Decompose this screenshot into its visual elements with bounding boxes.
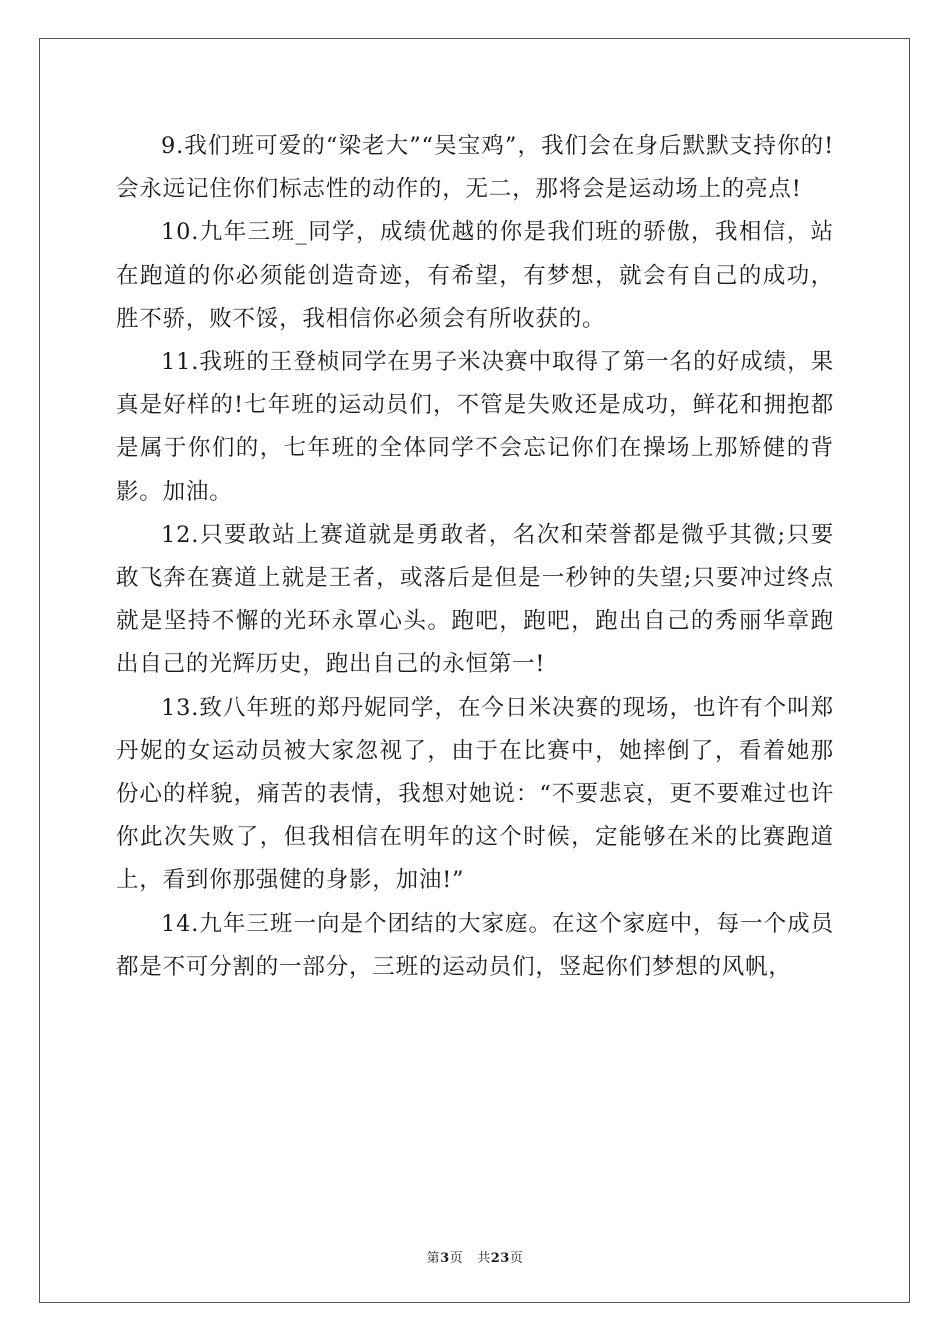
footer-total-suffix: 页 (509, 1251, 524, 1266)
footer-page-suffix: 页 (449, 1251, 464, 1266)
paragraph-9: 9.我们班可爱的“梁老大”“吴宝鸡”，我们会在身后默默支持你的!会永远记住你们标志性的动作的，无二，那将会是运动场上的亮点! (116, 133, 834, 203)
footer-total-prefix: 共 (477, 1251, 491, 1266)
paragraph-10: 10.九年三班_同学，成绩优越的你是我们班的骄傲，我相信，站在跑道的你必须能创造奇迹，有希望，有梦想，就会有自己的成功，胜不骄，败不馁，我相信你必须会有所收获的。 (116, 219, 834, 332)
paragraph-12: 12.只要敢站上赛道就是勇敢者，名次和荣誉都是微乎其微;只要敢飞奔在赛道上就是王者，或落后是但是一秒钟的失望;只要冲过终点就是坚持不懈的光环永罩心头。跑吧，跑吧，跑出自己的秀丽华章跑出自己的光辉历史，跑出自己的永恒第一! (116, 521, 834, 678)
footer-page-prefix: 第 (426, 1251, 441, 1266)
footer-page-number: 3 (440, 1251, 450, 1266)
footer-total-number: 23 (490, 1251, 510, 1266)
page-footer (0, 1247, 950, 1266)
paragraph-11: 11.我班的王登桢同学在男子米决赛中取得了第一名的好成绩，果真是好样的!七年班的运动员们，不管是失败还是成功，鲜花和拥抱都是属于你们的，七年班的全体同学不会忘记你们在操场上那矫健的背影。加油。 (116, 349, 834, 505)
paragraph-14: 14.九年三班一向是个团结的大家庭。在这个家庭中，每一个成员都是不可分割的一部分，三班的运动员们，竖起你们梦想的风帆， (116, 910, 834, 980)
document-body (116, 125, 834, 989)
paragraph-13: 13.致八年班的郑丹妮同学，在今日米决赛的现场，也许有个叫郑丹妮的女运动员被大家忽视了，由于在比赛中，她摔倒了，看着她那份心的样貌，痛苦的表情，我想对她说：“不要悲哀，更不要难过也许你此次失败了，但我相信在明年的这个时候，定能够在米的比赛跑道上，看到你那强健的身影，加油!” (116, 694, 834, 894)
